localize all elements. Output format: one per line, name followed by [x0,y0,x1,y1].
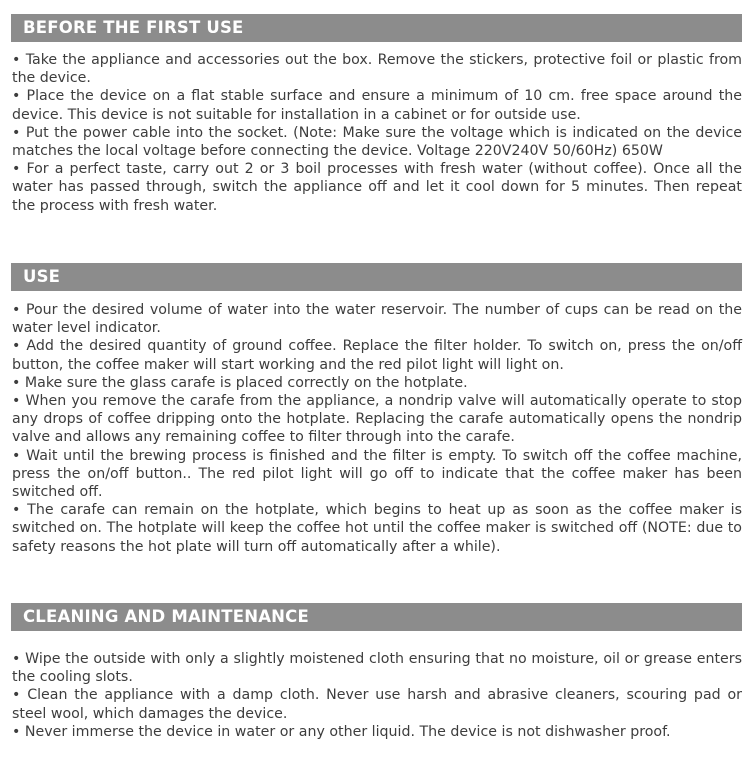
paragraph: • Add the desired quantity of ground coffee. Replace the filter holder. To switch on, press the on/off button, the coffee maker will start working and the red pilot light will light on. [12,338,742,373]
paragraph: • Wipe the outside with only a slightly moistened cloth ensuring that no moisture, oil or grease enters the cooling slots. [12,651,742,686]
section-body-use [12,301,742,556]
section-title: CLEANING AND MAINTENANCE [23,607,309,626]
paragraph: • Place the device on a flat stable surface and ensure a minimum of 10 cm. free space around the device. This device is not suitable for installation in a cabinet or for outside use. [12,88,742,123]
paragraph: • Pour the desired volume of water into the water reservoir. The number of cups can be read on the water level indicator. [12,302,742,337]
paragraph: • The carafe can remain on the hotplate, which begins to heat up as soon as the coffee maker is switched on. The hotplate will keep the coffee hot until the coffee maker is switched off (NOTE: due to safety reasons the hot plate will turn off automatically after a while). [12,502,742,555]
paragraph: • Take the appliance and accessories out the box. Remove the stickers, protective foil or plastic from the device. [12,52,742,87]
paragraph: • Wait until the brewing process is finished and the filter is empty. To switch off the coffee machine, press the on/off button.. The red pilot light will go off to indicate that the coffee maker has been switched off. [12,447,742,501]
paragraph: • Never immerse the device in water or any other liquid. The device is not dishwasher proof. [12,723,671,740]
section-body-cleaning-maintenance [12,650,742,741]
paragraph: • When you remove the carafe from the appliance, a nondrip valve will automatically operate to stop any drops of coffee dripping onto the hotplate. Replacing the carafe automatically opens the nondrip valve and allows any remaining coffee to filter through into the carafe. [12,393,742,446]
section-title: BEFORE THE FIRST USE [23,18,244,37]
section-header-use [11,263,742,291]
paragraph: • Put the power cable into the socket. (Note: Make sure the voltage which is indicated on the device matches the local voltage before connecting the device. Voltage 220V240V 50/60Hz) 650W [12,124,742,160]
section-header-before-first-use [11,14,742,42]
paragraph: • Make sure the glass carafe is placed correctly on the hotplate. [12,374,468,391]
section-header-cleaning-maintenance [11,603,742,631]
section-title: USE [23,267,61,286]
paragraph: • For a perfect taste, carry out 2 or 3 boil processes with fresh water (without coffee). Once all the water has passed through, switch the appliance off and let it cool down for 5 minutes. Then repeat the process with fresh water. [12,161,742,214]
section-body-before-first-use [12,51,742,215]
paragraph: • Clean the appliance with a damp cloth. Never use harsh and abrasive cleaners, scouring pad or steel wool, which damages the device. [12,687,742,722]
